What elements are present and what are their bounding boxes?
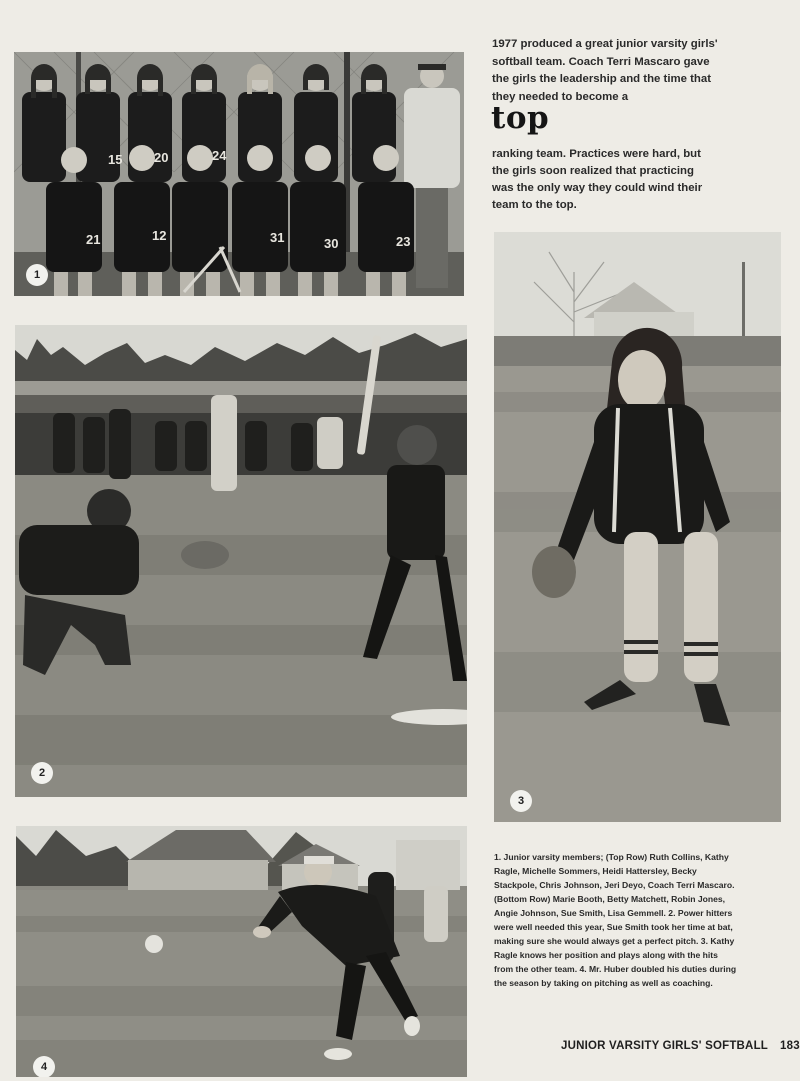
batting-photo — [15, 325, 467, 797]
headline-word: top — [491, 100, 550, 136]
jersey-number-21: 21 — [86, 232, 101, 247]
photo-number-3: 3 — [510, 790, 532, 812]
photo-number-2: 2 — [31, 762, 53, 784]
pitching-photo — [16, 826, 467, 1077]
section-title: JUNIOR VARSITY GIRLS' SOFTBALL — [561, 1040, 769, 1052]
fielder-photo — [494, 232, 781, 822]
jersey-number-23: 23 — [396, 234, 411, 249]
jersey-number-30: 30 — [324, 236, 339, 251]
jersey-number-31: 31 — [270, 230, 285, 245]
intro-paragraph: 1977 produced a great junior varsity girls' softball team. Coach Terri Mascaro gave the girls the leadership and the time that they needed to become a — [492, 38, 718, 103]
page-number: 183 — [780, 1040, 800, 1052]
jersey-number-24: 24 — [212, 148, 227, 163]
jersey-number-15: 15 — [108, 152, 123, 167]
photo-number-4: 4 — [33, 1056, 55, 1077]
continuation-paragraph: ranking team. Practices were hard, but the girls soon realized that practicing was the only way they could wind their team to the top. — [492, 148, 703, 211]
jersey-number-20: 20 — [154, 150, 169, 165]
team-photo — [14, 52, 464, 296]
jersey-number-12: 12 — [152, 228, 167, 243]
photo-number-1: 1 — [26, 264, 48, 286]
photo-captions: 1. Junior varsity members; (Top Row) Ruth Collins, Kathy Ragle, Michelle Sommers, Heidi Hattersley, Becky Stackpole, Chris Johnson, Jeri Deyo, Coach Terri Mascaro. (Bottom Row) Marie Booth, Betty Matchett, Robin Jones, Angie Johnson, Sue Smith, Lisa Gemmell. 2. Power hitters were well needed this year, Sue Smith took her time at bat, making sure she would always get a perfect pitch. 3. Kathy Ragle knows her position and plays along with the hits from the other team. 4. Mr. Huber doubled his duties during the season by taking on pitching as well as coaching. — [494, 852, 737, 988]
page-footer — [561, 1040, 800, 1052]
